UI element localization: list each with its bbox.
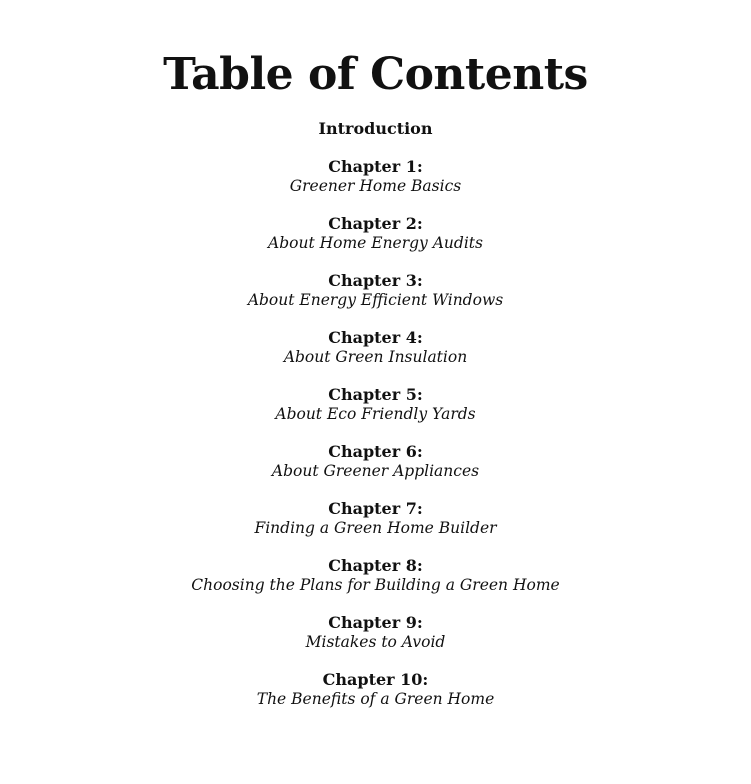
page-title: Table of Contents <box>163 49 588 100</box>
toc-entry-chapter-5 <box>0 385 751 424</box>
chapter-title: About Green Insulation <box>283 347 468 366</box>
chapter-number: Chapter 10: <box>322 669 429 689</box>
chapter-title: Mistakes to Avoid <box>305 632 446 651</box>
toc-entry-chapter-10 <box>0 670 751 709</box>
chapter-number: Chapter 7: <box>328 498 423 518</box>
toc-entry-chapter-4 <box>0 328 751 367</box>
chapter-title: Choosing the Plans for Building a Green Home <box>191 575 560 594</box>
chapter-title: About Energy Efficient Windows <box>247 290 504 309</box>
chapter-number: Chapter 9: <box>328 612 423 632</box>
chapter-title: About Home Energy Audits <box>268 233 483 252</box>
toc-entry-chapter-8 <box>0 556 751 595</box>
chapter-list <box>0 157 751 709</box>
chapter-title: Finding a Green Home Builder <box>254 518 497 537</box>
chapter-title: About Eco Friendly Yards <box>275 404 476 423</box>
toc-entry-chapter-9 <box>0 613 751 652</box>
chapter-number: Chapter 2: <box>328 213 423 233</box>
chapter-number: Chapter 5: <box>328 384 423 404</box>
chapter-title: Greener Home Basics <box>289 176 462 195</box>
toc-entry-chapter-6 <box>0 442 751 481</box>
chapter-title: The Benefits of a Green Home <box>256 689 495 708</box>
toc-entry-chapter-7 <box>0 499 751 538</box>
chapter-title: About Greener Appliances <box>271 461 480 480</box>
toc-entry-chapter-2 <box>0 214 751 253</box>
chapter-number: Chapter 3: <box>328 270 423 290</box>
chapter-number: Chapter 8: <box>328 555 423 575</box>
chapter-number: Chapter 4: <box>328 327 423 347</box>
toc-entry-introduction: Introduction <box>318 118 433 138</box>
toc-entry-chapter-3 <box>0 271 751 310</box>
toc-entry-chapter-1 <box>0 157 751 196</box>
chapter-number: Chapter 6: <box>328 441 423 461</box>
chapter-number: Chapter 1: <box>328 156 423 176</box>
